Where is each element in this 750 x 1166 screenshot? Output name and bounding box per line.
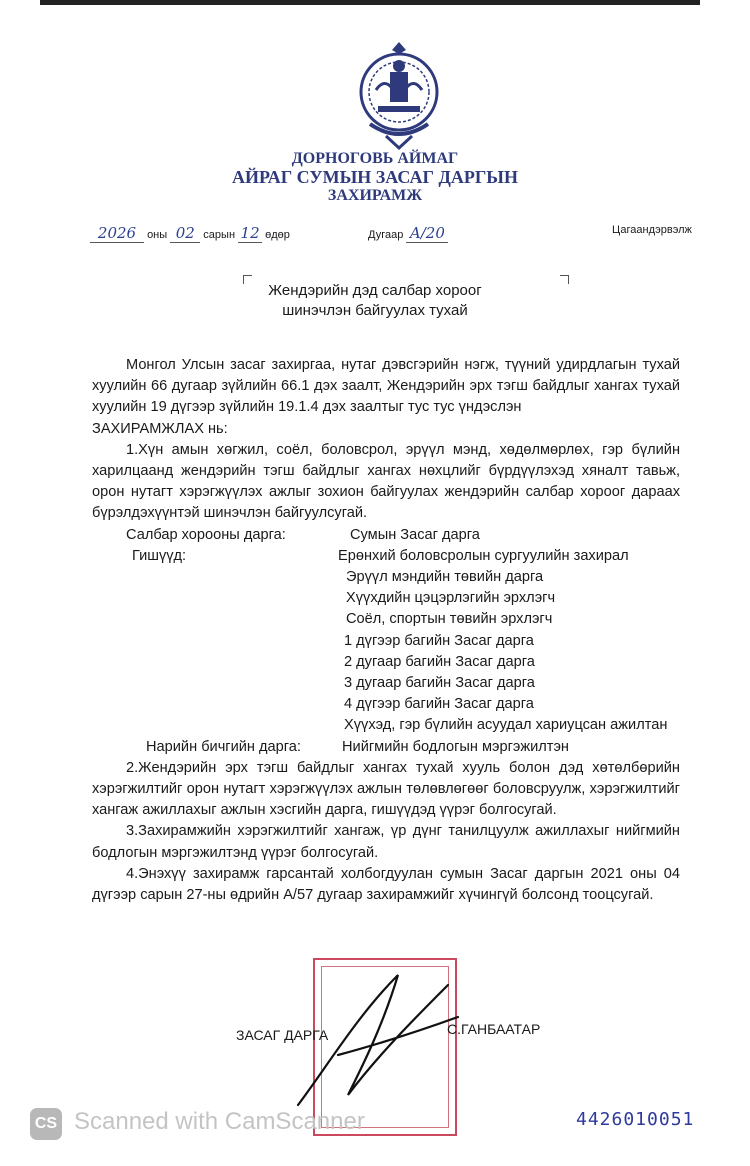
member-row [92, 588, 680, 609]
intro-paragraph [92, 355, 680, 419]
member-item: Ерөнхий боловсролын сургуулийн захирал [338, 547, 629, 564]
member-row [92, 631, 680, 652]
handwritten-signature [288, 955, 468, 1115]
secretary-row [92, 737, 680, 758]
org-aimag: ДОРНОГОВЬ АЙМАГ [291, 150, 459, 167]
date-year-label: оны [147, 229, 168, 241]
members-row [92, 546, 680, 567]
date-field [90, 224, 290, 243]
document-number: A/20 [406, 224, 448, 243]
member-item: Эрүүл мэндийн төвийн дарга [346, 569, 544, 585]
member-row [92, 673, 680, 694]
point-3: 3.Захирамжийн хэрэгжилтийг хангаж, үр дүнг танилцуулж ажиллахыг нийгмийн бодлогын мэргэжилтэнд үүрэг болгосугай. [92, 823, 680, 861]
member-item: 4 дүгээр багийн Засаг дарга [344, 696, 534, 713]
serial-number: 4426010051 [576, 1109, 695, 1130]
decree-heading: ЗАХИРАМЖЛАХ нь: [92, 420, 228, 437]
place-name: Цагаандэрвэлж [612, 224, 692, 236]
member-item: 2 дугаар багийн Засаг дарга [344, 653, 535, 670]
date-month: 02 [170, 224, 200, 243]
member-item: 3 дугаар багийн Засаг дарга [344, 674, 535, 691]
state-emblem-icon [356, 40, 442, 152]
member-row [92, 652, 680, 673]
members-label: Гишүүд: [132, 547, 187, 564]
intro-text: Монгол Улсын засаг захиргаа, нутаг дэвсгэрийн нэгж, түүний удирдлагын тухай хуулийн 66 дугаар зүйлийн 66.1 дэх заалт, Жендэрийн эрх тэгш байдлыг хангах тухай хуулийн 19 дүгээр зүйлийн 19.1.4 дэх заалтыг тус тус үндэслэн [92, 357, 680, 416]
document-type: ЗАХИРАМЖ [327, 187, 423, 204]
date-year: 2026 [90, 224, 144, 243]
subject-title [0, 281, 750, 321]
number-field [368, 224, 448, 243]
signatory-title: ЗАСАГ ДАРГА [236, 1027, 329, 1043]
date-day-label: өдөр [265, 229, 290, 241]
org-sum-governor: АЙРАГ СУМЫН ЗАСАГ ДАРГЫН [232, 167, 518, 187]
signatory-name: С.ГАНБААТАР [447, 1021, 541, 1037]
chair-value: Сумын Засаг дарга [350, 526, 480, 543]
member-item: Хүүхэд, гэр бүлийн асуудал хариуцсан ажилтан [344, 717, 668, 734]
date-day: 12 [238, 224, 262, 243]
chair-row [92, 525, 680, 546]
decree-body [92, 355, 680, 906]
number-label: Дугаар [368, 229, 404, 241]
scan-top-edge [40, 0, 700, 5]
camscanner-logo-icon: CS [30, 1108, 62, 1140]
chair-label: Салбар хорооны дарга: [126, 526, 286, 543]
date-month-label: сарын [203, 229, 236, 241]
point-1: 1.Хүн амын хөгжил, соёл, боловсрол, эрүүл мэнд, хөдөлмөрлөх, гэр бүлийн харилцаанд жендэрийн тэгш байдлыг хангах нөхцлийг бүрдүүлэхэд хяналт тавьж, орон нутагт хэрэгжүүлэх ажлыг зохион байгуулах жендэрийн салбар хороог дараах бүрэлдэхүүнтэй шинэчлэн байгуулсугай. [92, 441, 680, 522]
secretary-label: Нарийн бичгийн дарга: [146, 738, 301, 755]
point-2: 2.Жендэрийн эрх тэгш байдлыг хангах тухай хууль болон дэд хөтөлбөрийн хэрэгжилтийг орон нутагт хэрэгжүүлэх ажлын төлөвлөгөөг боловсруулж, хэрэгжилтийг хангаж ажиллахыг ажлын хэсгийн дарга, гишүүдэд үүрэг болгосугай. [92, 759, 680, 819]
member-row [92, 567, 680, 588]
member-item: 1 дүгээр багийн Засаг дарга [344, 632, 534, 649]
scanner-watermark: Scanned with CamScanner [74, 1108, 365, 1135]
member-row [92, 715, 680, 736]
member-row [92, 609, 680, 630]
member-item: Соёл, спортын төвийн эрхлэгч [346, 611, 553, 628]
secretary-value: Нийгмийн бодлогын мэргэжилтэн [342, 738, 569, 755]
subject-line-1: Жендэрийн дэд салбар хороог [268, 282, 482, 299]
member-row [92, 694, 680, 715]
subject-line-2: шинэчлэн байгуулах тухай [282, 302, 468, 319]
point-4: 4.Энэхүү захирамж гарсантай холбогдуулан сумын Засаг даргын 2021 оны 04 дүгээр сарын 27-ны өдрийн А/57 дугаар захирамжийг хүчингүй болсонд тооцсугай. [92, 865, 680, 903]
member-item: Хүүхдийн цэцэрлэгийн эрхлэгч [346, 590, 556, 607]
